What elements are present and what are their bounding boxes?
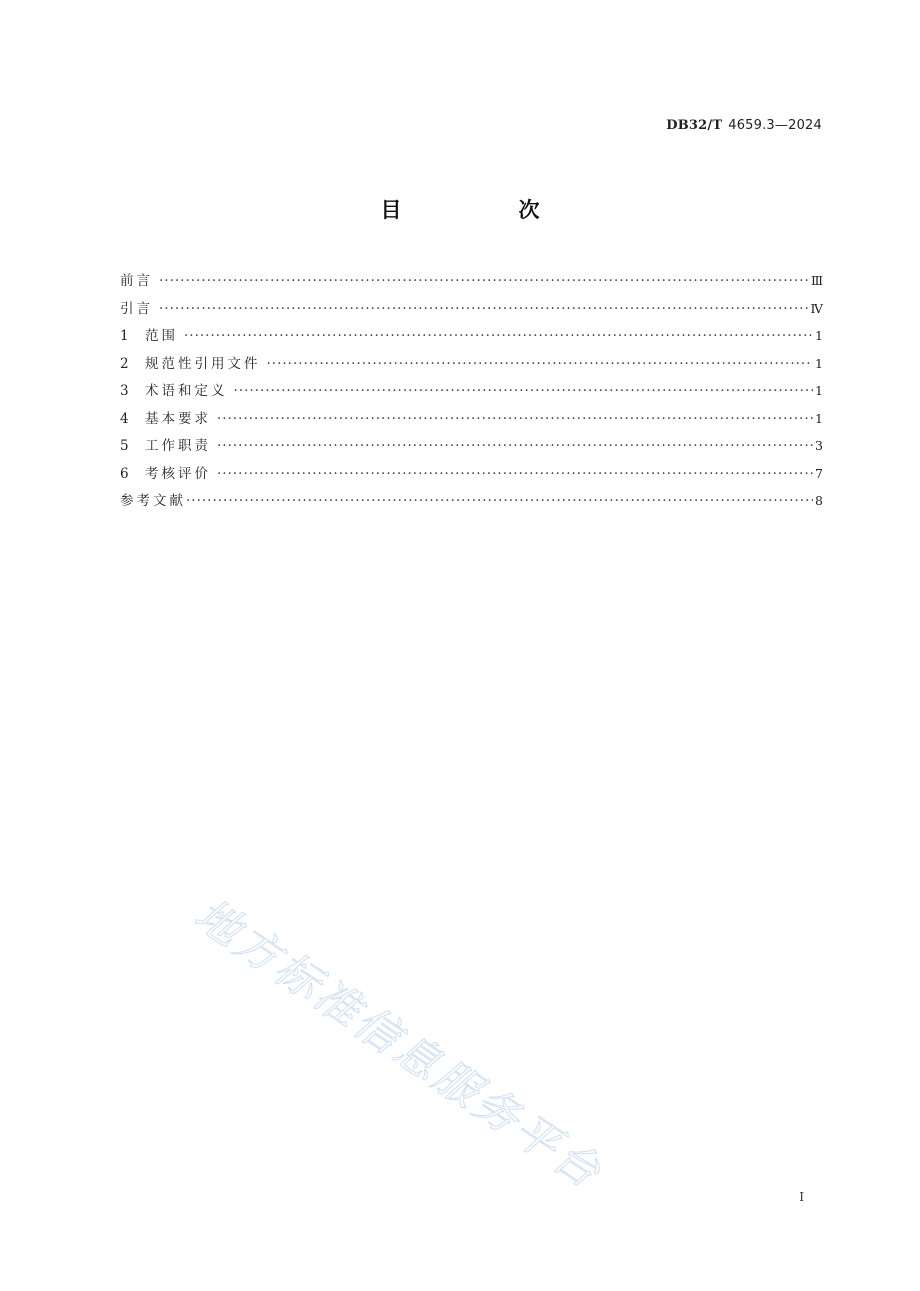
toc-entry-label: 考核评价 (145, 465, 211, 482)
toc-entry-number: 5 (120, 438, 129, 454)
toc-leader-dots (159, 271, 809, 291)
table-of-contents (120, 271, 823, 519)
toc-leader-dots (217, 436, 813, 456)
toc-entry-number: 3 (120, 383, 129, 399)
toc-entry-basic-requirements[interactable] (120, 409, 823, 437)
page-number: I (799, 1190, 804, 1204)
code-series: 32/T (688, 118, 723, 133)
toc-title: 目 次 (380, 198, 588, 222)
toc-entry-page: 1 (815, 410, 823, 426)
toc-entry-label: 规范性引用文件 (145, 355, 261, 372)
toc-entry-label: 引言 (120, 300, 153, 317)
toc-entry-page: Ⅲ (810, 273, 823, 288)
toc-leader-dots (186, 491, 813, 511)
toc-entry-page: 3 (815, 438, 823, 453)
toc-leader-dots (159, 299, 809, 319)
toc-leader-dots (184, 326, 813, 346)
toc-leader-dots (217, 409, 813, 429)
toc-entry-label: 基本要求 (145, 410, 211, 427)
toc-entry-number: 4 (120, 410, 129, 427)
document-code (666, 118, 822, 133)
toc-entry-label: 范围 (145, 328, 178, 344)
toc-entry-page: Ⅳ (810, 300, 823, 316)
toc-leader-dots (217, 464, 813, 484)
toc-entry-terms-definitions[interactable] (120, 381, 823, 409)
toc-entry-foreword[interactable] (120, 271, 823, 299)
watermark-text: 地方标准信息服务平台 (185, 889, 612, 1200)
toc-entry-page: 7 (815, 465, 823, 481)
toc-entry-number: 1 (120, 328, 129, 344)
toc-entry-responsibilities[interactable] (120, 436, 823, 464)
toc-entry-label: 工作职责 (145, 438, 211, 454)
toc-entry-bibliography[interactable] (120, 491, 823, 519)
toc-entry-page: 8 (815, 493, 823, 508)
toc-entry-page: 1 (815, 383, 823, 398)
toc-leader-dots (267, 354, 814, 374)
toc-leader-dots (234, 381, 814, 401)
toc-entry-number: 6 (120, 465, 129, 482)
toc-entry-label: 前言 (120, 273, 153, 289)
code-number: 4659.3—2024 (728, 118, 822, 133)
toc-entry-label: 术语和定义 (145, 383, 228, 399)
toc-entry-scope[interactable] (120, 326, 823, 354)
toc-entry-label: 参考文献 (120, 493, 186, 509)
toc-entry-page: 1 (815, 328, 823, 343)
toc-entry-introduction[interactable] (120, 299, 823, 327)
toc-entry-normative-references[interactable] (120, 354, 823, 382)
code-prefix: DB (666, 118, 689, 133)
toc-entry-number: 2 (120, 355, 129, 372)
toc-entry-page: 1 (815, 355, 823, 371)
toc-entry-evaluation[interactable] (120, 464, 823, 492)
